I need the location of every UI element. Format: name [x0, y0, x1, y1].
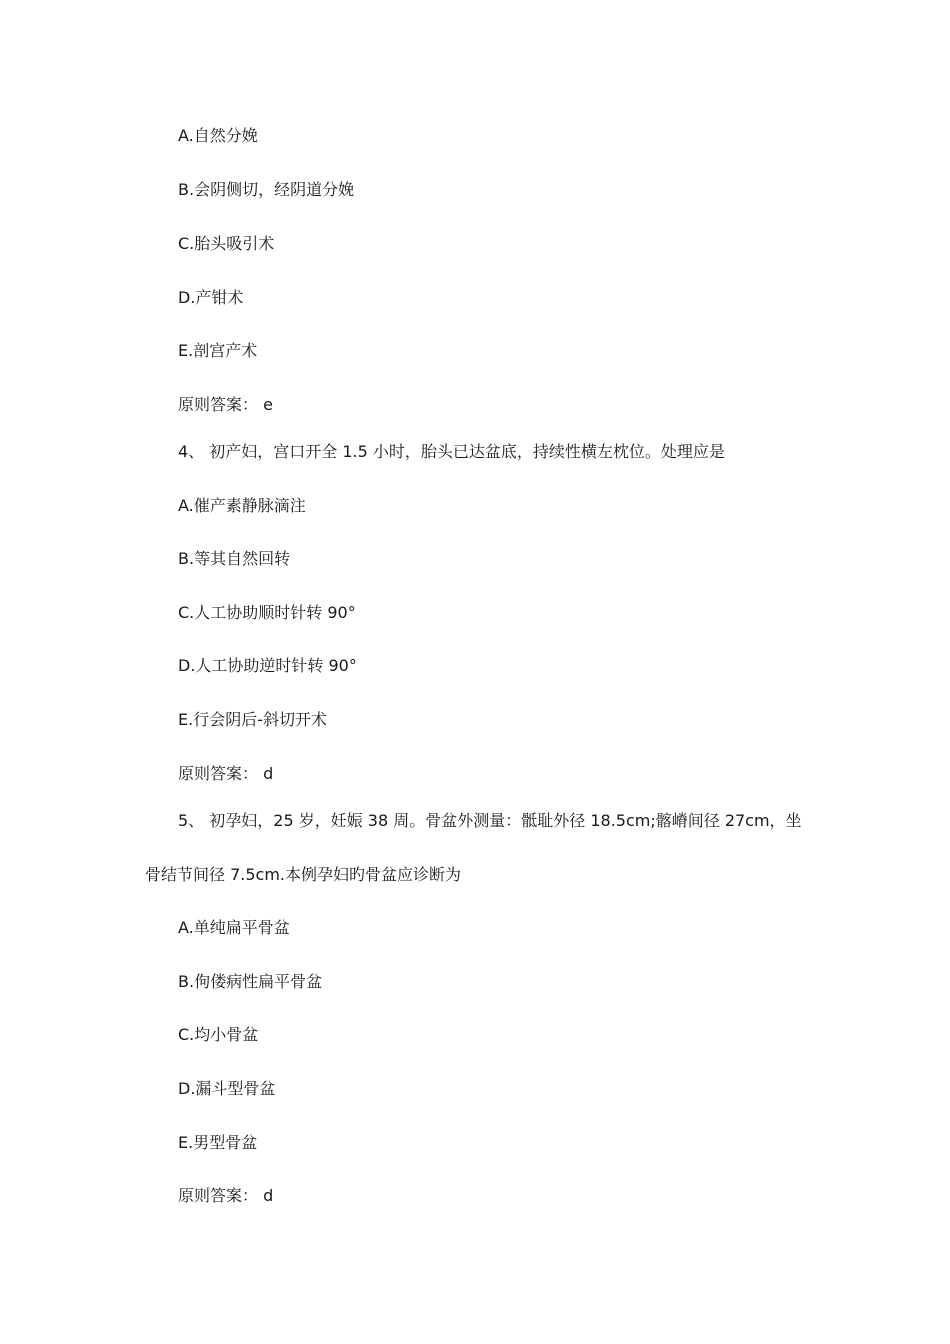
option-d: D.漏斗型骨盆 — [178, 1079, 276, 1098]
option-a: A.单纯扁平骨盆 — [178, 918, 290, 937]
option-b: B.会阴侧切，经阴道分娩 — [178, 180, 355, 199]
answer-line: 原则答案： d — [178, 1186, 274, 1205]
question-stem: 5、 初孕妇，25 岁，妊娠 38 周。骨盆外测量：骶耻外径 18.5cm;髂嵴间径 27cm，坐 — [178, 811, 802, 830]
option-a: A.自然分娩 — [178, 126, 258, 145]
question-stem: 4、 初产妇，宫口开全 1.5 小时，胎头已达盆底，持续性横左枕位。处理应是 — [178, 442, 725, 461]
option-c: C.均小骨盆 — [178, 1025, 259, 1044]
answer-line: 原则答案： e — [178, 395, 273, 414]
option-c: C.胎头吸引术 — [178, 234, 275, 253]
option-b: B.佝偻病性扁平骨盆 — [178, 972, 323, 991]
question-stem-continuation: 骨结节间径 7.5cm.本例孕妇旳骨盆应诊断为 — [145, 865, 462, 884]
option-d: D.产钳术 — [178, 288, 244, 307]
option-e: E.行会阴后-斜切开术 — [178, 710, 327, 729]
option-d: D.人工协助逆时针转 90° — [178, 656, 357, 675]
option-c: C.人工协助顺时针转 90° — [178, 603, 356, 622]
answer-line: 原则答案： d — [178, 764, 274, 783]
option-e: E.剖宫产术 — [178, 341, 258, 360]
option-b: B.等其自然回转 — [178, 549, 291, 568]
option-e: E.男型骨盆 — [178, 1133, 258, 1152]
option-a: A.催产素静脉滴注 — [178, 496, 306, 515]
